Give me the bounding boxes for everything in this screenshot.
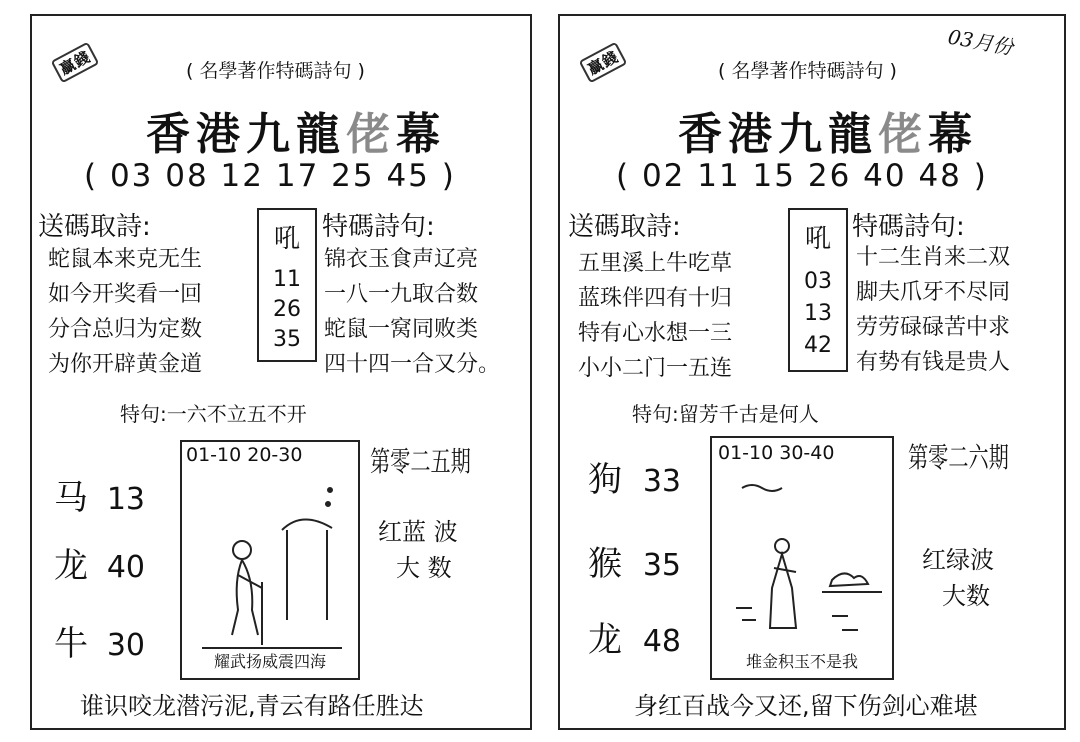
box-number: 03 (804, 269, 832, 294)
zodiac-item (54, 470, 145, 519)
poem-line: 十二生肖来二双 (856, 245, 1011, 270)
figure-illustration (182, 470, 358, 670)
title-char: 香 (146, 109, 196, 160)
stamp: 贏錢 (51, 42, 100, 84)
send-poem (578, 246, 732, 386)
number-box (257, 208, 317, 362)
zodiac-number: 40 (106, 550, 145, 585)
title-char: 龍 (828, 109, 878, 160)
box-number: 13 (804, 301, 832, 326)
wave-label: 红蓝 波 (378, 518, 458, 546)
special-line: 特句:一六不立五不开 (120, 402, 307, 426)
zodiac-animal: 龙 (54, 546, 88, 586)
title-char: 香 (678, 109, 728, 160)
zodiac-item (588, 452, 681, 501)
period-label: 第零二五期 (370, 445, 471, 478)
zodiac-number: 48 (642, 624, 681, 659)
right-panel (558, 14, 1066, 730)
title-char: 港 (728, 109, 778, 160)
zodiac-number: 33 (642, 464, 681, 499)
zodiac-animal: 牛 (54, 624, 88, 664)
period-label: 第零二六期 (908, 441, 1009, 474)
special-poem (856, 240, 1010, 380)
poem-line: 蛇鼠本来克无生 (48, 247, 203, 272)
picture-caption: 堆金积玉不是我 (745, 652, 858, 671)
poem-line: 小小二门一五连 (578, 356, 733, 381)
poem-line: 为你开辟黄金道 (48, 352, 203, 377)
poem-line: 特有心水想一三 (578, 321, 733, 346)
title-char: 幕 (396, 109, 446, 160)
send-title: 送碼取詩: (38, 212, 151, 242)
poem-line: 如今开奖看一回 (48, 282, 203, 307)
special-line: 特句:留芳千古是何人 (632, 402, 819, 426)
special-title: 特碼詩句: (322, 212, 435, 242)
picture-range: 01-10 30-40 (718, 442, 835, 464)
title-char: 龍 (296, 109, 346, 160)
zodiac-number: 30 (106, 628, 145, 663)
page-title (678, 98, 978, 162)
zodiac-item (588, 612, 681, 661)
draw-numbers: ( 03 08 12 17 25 45 ) (84, 158, 456, 194)
wave-label: 红绿波 (922, 546, 994, 574)
special-title: 特碼詩句: (852, 212, 965, 242)
poem-line: 四十四一合又分。 (324, 352, 501, 377)
send-poem (48, 242, 202, 382)
zodiac-animal: 狗 (588, 460, 622, 500)
poem-line: 劳劳碌碌苦中求 (856, 315, 1011, 340)
title-char: 九 (778, 109, 828, 160)
page-title (146, 98, 446, 162)
left-panel (30, 14, 532, 730)
month-label: 03月份 (946, 24, 1015, 60)
special-poem (324, 242, 500, 382)
title-char: 港 (196, 109, 246, 160)
title-char: 九 (246, 109, 296, 160)
size-label: 大 数 (396, 554, 452, 582)
picture-range: 01-10 20-30 (186, 444, 303, 466)
zodiac-item (54, 616, 145, 665)
box-number: 26 (273, 297, 301, 322)
number-box (788, 208, 848, 372)
illustration (710, 436, 894, 680)
zodiac-item (588, 536, 681, 585)
title-char: 佬 (878, 109, 928, 160)
title-char: 幕 (928, 109, 978, 160)
poem-line: 蓝珠伴四有十归 (578, 286, 733, 311)
bottom-verse: 身红百战今又还,留下伤剑心难堪 (634, 692, 978, 720)
zodiac-number: 35 (642, 548, 681, 583)
stamp: 贏錢 (579, 42, 628, 84)
box-label: 吼 (273, 224, 300, 254)
box-number: 11 (273, 267, 301, 292)
box-number: 35 (273, 327, 301, 352)
illustration (180, 440, 360, 680)
send-title: 送碼取詩: (568, 212, 681, 242)
zodiac-number: 13 (106, 482, 145, 517)
poem-line: 一八一九取合数 (324, 282, 479, 307)
draw-numbers: ( 02 11 15 26 40 48 ) (616, 158, 988, 194)
bottom-verse: 谁识咬龙潜污泥,青云有路任胜达 (80, 692, 424, 720)
title-char: 佬 (346, 109, 396, 160)
box-label: 吼 (804, 224, 831, 254)
figure-illustration (712, 468, 892, 668)
subtitle: ( 名學著作特碼詩句 ) (186, 60, 365, 82)
poem-line: 锦衣玉食声辽亮 (324, 247, 479, 272)
poem-line: 脚夫爪牙不尽同 (856, 280, 1011, 305)
picture-caption: 耀武扬威震四海 (213, 652, 326, 671)
poem-line: 蛇鼠一窝同败类 (324, 317, 479, 342)
size-label: 大数 (942, 582, 990, 610)
zodiac-item (54, 538, 145, 587)
subtitle: ( 名學著作特碼詩句 ) (718, 60, 897, 82)
box-number: 42 (804, 333, 832, 358)
zodiac-animal: 龙 (588, 620, 622, 660)
zodiac-animal: 猴 (588, 544, 622, 584)
poem-line: 五里溪上牛吃草 (578, 251, 733, 276)
zodiac-animal: 马 (54, 478, 88, 518)
poem-line: 有势有钱是贵人 (856, 350, 1011, 375)
poem-line: 分合总归为定数 (48, 317, 203, 342)
